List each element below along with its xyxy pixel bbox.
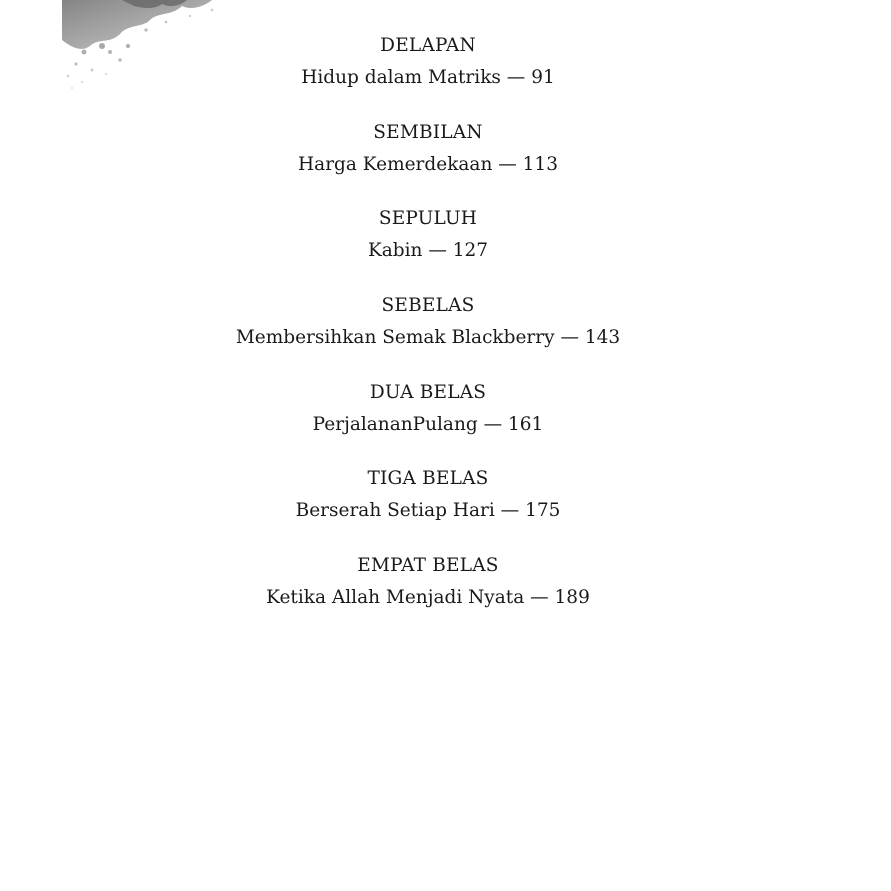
em-dash-separator: — bbox=[506, 67, 526, 88]
em-dash-separator: — bbox=[483, 413, 503, 435]
chapter-number: EMPAT BELAS bbox=[357, 555, 499, 577]
toc-entry-tiga-belas bbox=[0, 466, 856, 553]
chapter-title: Membersihkan Semak Blackberry bbox=[235, 327, 555, 349]
chapter-title: PerjalananPulang bbox=[312, 413, 478, 435]
page-number: 175 bbox=[525, 500, 561, 522]
chapter-title-line bbox=[0, 497, 856, 525]
chapter-title-line bbox=[0, 584, 856, 612]
page-number: 161 bbox=[508, 413, 544, 435]
chapter-title: Berserah Setiap Hari bbox=[295, 500, 495, 522]
toc-entry-delapan bbox=[0, 33, 856, 120]
chapter-number: SEBELAS bbox=[381, 295, 475, 317]
chapter-number: DELAPAN bbox=[380, 35, 476, 56]
chapter-title: Harga Kemerdekaan bbox=[298, 153, 493, 175]
em-dash-separator: — bbox=[500, 500, 520, 522]
em-dash-separator: — bbox=[560, 327, 579, 349]
chapter-title-line bbox=[0, 64, 856, 92]
chapter-number: SEPULUH bbox=[378, 208, 478, 230]
chapter-number: SEMBILAN bbox=[373, 121, 483, 143]
chapter-title-line bbox=[0, 411, 856, 439]
toc-entry-sembilan bbox=[0, 120, 856, 207]
chapter-title-line bbox=[0, 237, 856, 265]
em-dash-separator: — bbox=[428, 240, 447, 262]
toc-entry-empat-belas bbox=[0, 553, 856, 640]
page-number: 127 bbox=[452, 240, 489, 262]
chapter-title-line bbox=[0, 151, 856, 179]
chapter-title-line bbox=[0, 324, 856, 352]
chapter-number: DUA BELAS bbox=[369, 381, 487, 403]
toc-entry-sebelas bbox=[0, 293, 856, 380]
chapter-title: Kabin bbox=[367, 240, 423, 262]
chapter-title: Hidup dalam Matriks bbox=[301, 67, 501, 88]
toc-entry-dua-belas bbox=[0, 380, 856, 467]
em-dash-separator: — bbox=[498, 153, 517, 175]
table-of-contents bbox=[0, 33, 856, 640]
chapter-number: TIGA BELAS bbox=[367, 468, 489, 490]
page-number: 189 bbox=[554, 587, 590, 609]
toc-entry-sepuluh bbox=[0, 206, 856, 293]
page-number: 143 bbox=[584, 327, 621, 349]
page-number: 91 bbox=[531, 67, 555, 88]
page-number: 113 bbox=[522, 153, 558, 175]
chapter-title: Ketika Allah Menjadi Nyata bbox=[266, 587, 525, 609]
em-dash-separator: — bbox=[530, 587, 549, 609]
